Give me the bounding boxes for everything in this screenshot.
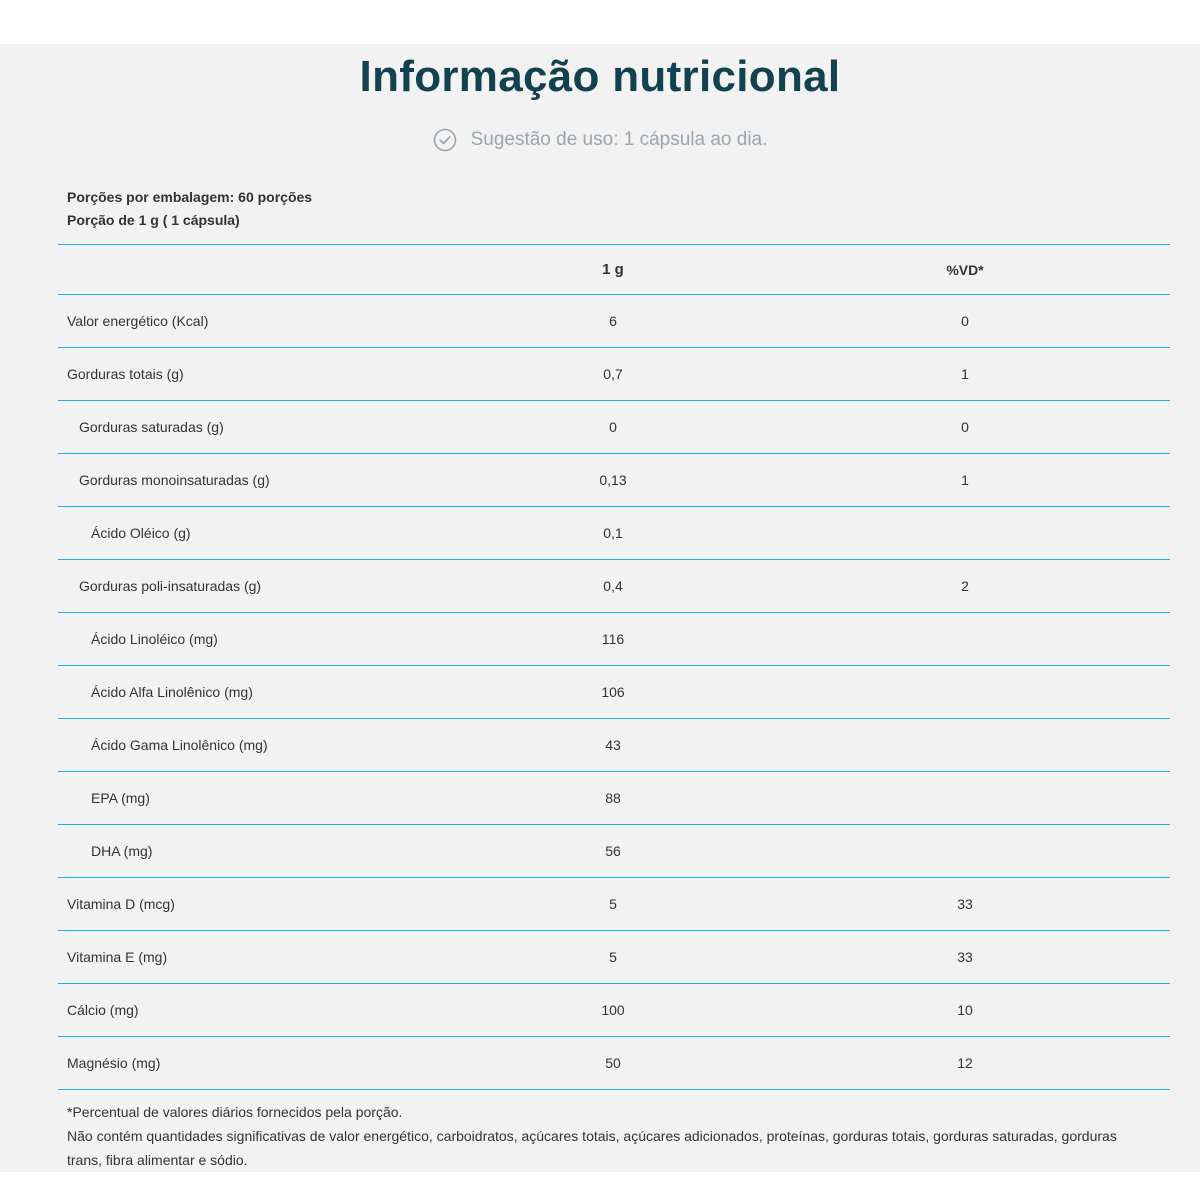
nutrient-daily-value: 1 — [760, 348, 1170, 401]
nutrient-name: DHA (mg) — [58, 825, 466, 878]
nutrient-name: Gorduras saturadas (g) — [58, 401, 466, 454]
nutrient-name: Magnésio (mg) — [58, 1037, 466, 1090]
table-row — [58, 984, 1170, 1037]
nutrient-daily-value — [760, 825, 1170, 878]
nutrient-name: Ácido Linoléico (mg) — [58, 613, 466, 666]
nutrient-amount: 5 — [466, 931, 760, 984]
nutrient-amount: 100 — [466, 984, 760, 1037]
nutrient-daily-value: 0 — [760, 401, 1170, 454]
table-header-row — [58, 245, 1170, 295]
nutrient-amount: 0,1 — [466, 507, 760, 560]
nutrient-amount: 116 — [466, 613, 760, 666]
nutrient-amount: 0,13 — [466, 454, 760, 507]
nutrient-name: Cálcio (mg) — [58, 984, 466, 1037]
usage-suggestion-text: Sugestão de uso: 1 cápsula ao dia. — [470, 129, 768, 150]
nutrient-daily-value: 0 — [760, 295, 1170, 348]
nutrient-daily-value — [760, 613, 1170, 666]
table-row — [58, 401, 1170, 454]
nutrient-name: Ácido Oléico (g) — [58, 507, 466, 560]
nutrient-daily-value — [760, 507, 1170, 560]
header-amount: 1 g — [466, 245, 760, 295]
serving-info — [67, 186, 312, 232]
nutrient-amount: 0 — [466, 401, 760, 454]
nutrient-name: EPA (mg) — [58, 772, 466, 825]
table-row — [58, 613, 1170, 666]
nutrient-daily-value: 33 — [760, 878, 1170, 931]
usage-suggestion — [0, 128, 1200, 152]
table-row — [58, 1037, 1170, 1090]
nutrient-name: Vitamina D (mcg) — [58, 878, 466, 931]
table-row — [58, 772, 1170, 825]
check-circle-icon — [433, 128, 457, 152]
nutrient-daily-value — [760, 666, 1170, 719]
servings-per-package: Porções por embalagem: 60 porções — [67, 189, 313, 205]
nutrient-name: Gorduras monoinsaturadas (g) — [58, 454, 466, 507]
table-row — [58, 295, 1170, 348]
nutrient-name: Gorduras poli-insaturadas (g) — [58, 560, 466, 613]
table-row — [58, 560, 1170, 613]
table-row — [58, 825, 1170, 878]
table-row — [58, 666, 1170, 719]
nutrient-name: Ácido Alfa Linolênico (mg) — [58, 666, 466, 719]
table-row — [58, 348, 1170, 401]
header-nutrient — [58, 245, 466, 295]
footnote-daily-value: *Percentual de valores diários fornecidos pela porção. — [67, 1104, 403, 1120]
nutrient-name: Ácido Gama Linolênico (mg) — [58, 719, 466, 772]
nutrient-daily-value: 10 — [760, 984, 1170, 1037]
nutrient-amount: 6 — [466, 295, 760, 348]
nutrient-name: Vitamina E (mg) — [58, 931, 466, 984]
table-row — [58, 507, 1170, 560]
header-daily-value: %VD* — [760, 245, 1170, 295]
nutrition-table — [58, 244, 1170, 1090]
nutrient-daily-value — [760, 772, 1170, 825]
nutrient-amount: 43 — [466, 719, 760, 772]
nutrient-amount: 56 — [466, 825, 760, 878]
footnote — [67, 1100, 1137, 1172]
nutrient-daily-value: 12 — [760, 1037, 1170, 1090]
nutrient-name: Gorduras totais (g) — [58, 348, 466, 401]
nutrient-daily-value: 1 — [760, 454, 1170, 507]
nutrient-amount: 50 — [466, 1037, 760, 1090]
nutrient-amount: 0,7 — [466, 348, 760, 401]
table-row — [58, 719, 1170, 772]
nutrient-amount: 106 — [466, 666, 760, 719]
nutrient-daily-value — [760, 719, 1170, 772]
page-title: Informação nutricional — [359, 52, 841, 101]
nutrient-daily-value: 2 — [760, 560, 1170, 613]
footnote-disclaimer: Não contém quantidades significativas de valor energético, carboidratos, açúcares totais, açúcares adicionados, proteínas, gorduras totais, gorduras saturadas, gorduras trans, fibra alimentar e sódio. — [67, 1128, 1117, 1168]
portion-size: Porção de 1 g ( 1 cápsula) — [67, 212, 240, 228]
table-row — [58, 454, 1170, 507]
nutrient-amount: 0,4 — [466, 560, 760, 613]
nutrient-amount: 88 — [466, 772, 760, 825]
table-row — [58, 878, 1170, 931]
nutrient-amount: 5 — [466, 878, 760, 931]
nutrient-name: Valor energético (Kcal) — [58, 295, 466, 348]
table-row — [58, 931, 1170, 984]
nutrient-daily-value: 33 — [760, 931, 1170, 984]
